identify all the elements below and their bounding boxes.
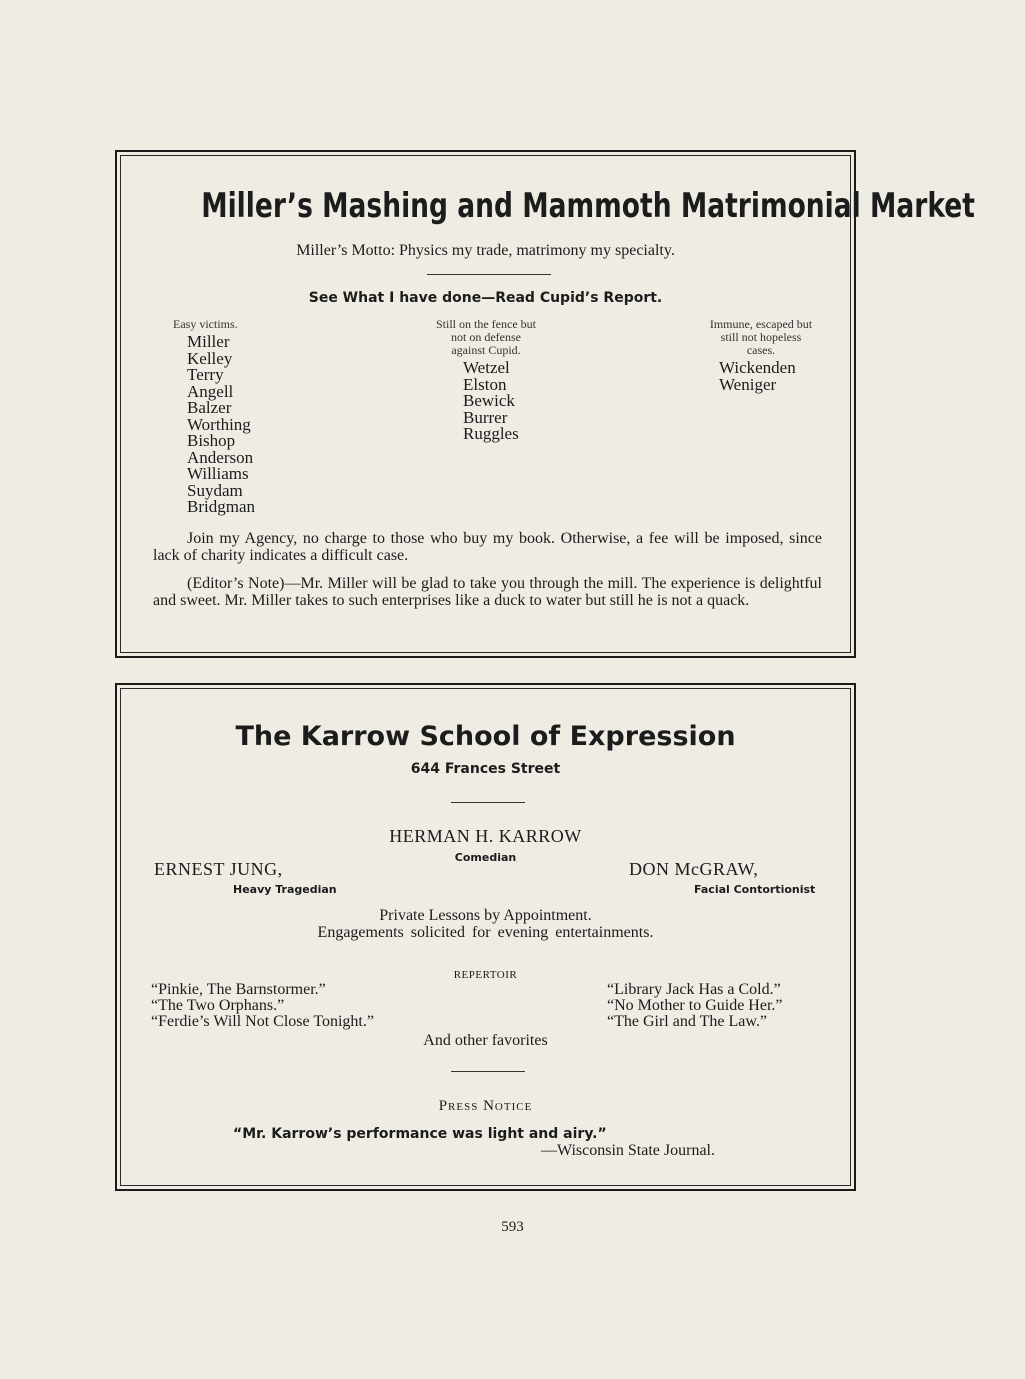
name-list — [719, 360, 841, 393]
column-heading-line: still not hopeless — [720, 330, 802, 344]
list-item: Angell — [187, 381, 234, 401]
list-item: Bewick — [463, 391, 515, 410]
list-item: Wetzel — [463, 358, 510, 377]
matrimonial-market-ad — [115, 150, 975, 658]
list-item: Ruggles — [463, 424, 519, 443]
column-heading-line: against Cupid. — [451, 343, 521, 357]
press-source: —Wisconsin State Journal. — [541, 1142, 715, 1159]
repertoire-right-list — [607, 982, 783, 1030]
editors-note-paragraph: (Editor’s Note)—Mr. Miller will be glad to take you through the mill. The experience is delightful and sweet. Mr. Miller takes to such enterprises like a duck to water but still he is not a quack. — [153, 575, 822, 609]
karrow-ad-title: The Karrow School of Expression — [235, 721, 736, 752]
press-quote: “Mr. Karrow’s performance was light and airy.” — [233, 1126, 607, 1142]
repertoire-left-list — [151, 982, 374, 1030]
column-heading-line: Immune, escaped but — [709, 317, 813, 331]
ernest-jung-name: ERNEST JUNG, — [154, 859, 283, 879]
list-item: Miller — [187, 332, 230, 351]
don-mcgraw-name: DON McGRAW, — [629, 859, 759, 879]
matrimonial-ad-subtitle: See What I have done—Read Cupid’s Report. — [308, 290, 663, 306]
list-item: “No Mother to Guide Her.” — [607, 997, 783, 1014]
matrimonial-ad-title: Miller’s Mashing and Mammoth Matrimonial Market — [201, 186, 975, 226]
immune-column — [681, 318, 841, 393]
herman-karrow-role: Comedian — [454, 851, 517, 864]
list-item: “Pinkie, The Barnstormer.” — [151, 981, 326, 998]
on-the-fence-column — [401, 318, 571, 443]
list-item: Bishop — [187, 431, 236, 450]
divider — [427, 274, 551, 275]
easy-victims-column — [173, 318, 323, 516]
list-item: Elston — [463, 374, 507, 394]
list-item: Kelley — [187, 348, 233, 368]
list-item: Terry — [187, 365, 224, 384]
karrow-ad-inner-border — [120, 688, 851, 1186]
column-heading — [401, 318, 571, 357]
matrimonial-ad-inner-border — [120, 155, 975, 653]
ernest-jung-role: Heavy Tragedian — [233, 883, 337, 896]
list-item: Suydam — [187, 480, 243, 500]
list-item: Anderson — [187, 447, 254, 467]
name-list — [463, 360, 571, 443]
page-number: 593 — [501, 1219, 524, 1235]
herman-karrow-name: HERMAN H. KARROW — [389, 826, 582, 846]
list-item: Wickenden — [719, 358, 796, 377]
agency-paragraph: Join my Agency, no charge to those who buy my book. Otherwise, a fee will be imposed, since lack of charity indicates a difficult case. — [153, 530, 822, 564]
column-heading: Easy victims. — [173, 317, 238, 331]
column-heading-line: not on defense — [451, 330, 521, 344]
list-item: “The Girl and The Law.” — [607, 1013, 767, 1030]
list-item: Bridgman — [187, 497, 255, 516]
divider — [451, 1071, 525, 1072]
other-favorites-line: And other favorites — [423, 1032, 548, 1049]
don-mcgraw-role: Facial Contortionist — [694, 883, 816, 896]
list-item: “Library Jack Has a Cold.” — [607, 981, 781, 998]
list-item: “The Two Orphans.” — [151, 997, 285, 1014]
column-heading — [681, 318, 841, 357]
karrow-ad-address: 644 Frances Street — [410, 761, 561, 777]
list-item: Weniger — [719, 374, 777, 394]
list-item: Worthing — [187, 414, 251, 434]
column-heading-line: Still on the fence but — [436, 317, 536, 331]
private-lessons-line: Private Lessons by Appointment. — [379, 907, 592, 924]
repertoire-heading: REPERTOIR — [453, 969, 518, 981]
matrimonial-ad-motto: Miller’s Motto: Physics my trade, matrimony my specialty. — [296, 242, 675, 259]
name-list — [187, 334, 323, 516]
column-heading-line: cases. — [746, 343, 776, 357]
divider — [451, 802, 525, 803]
list-item: Burrer — [463, 407, 508, 427]
list-item: Williams — [187, 464, 249, 483]
karrow-school-ad — [115, 683, 856, 1191]
list-item: Balzer — [187, 398, 232, 417]
list-item: “Ferdie’s Will Not Close Tonight.” — [151, 1013, 374, 1030]
engagements-line: Engagements solicited for evening entertainments. — [317, 924, 654, 941]
press-notice-heading: Press Notice — [438, 1098, 533, 1114]
